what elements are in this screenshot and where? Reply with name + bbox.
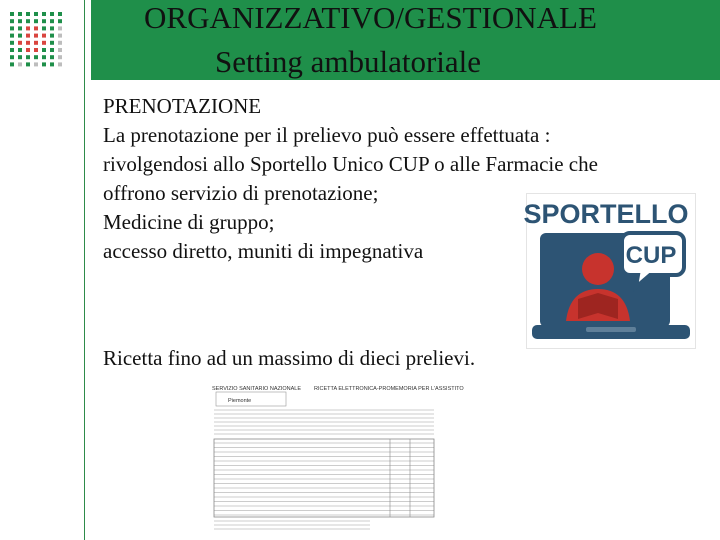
footer-note: Ricetta fino ad un massimo di dieci prelievi. bbox=[103, 346, 476, 370]
decorative-dot bbox=[18, 19, 22, 23]
decorative-dot-grid bbox=[8, 10, 70, 70]
decorative-dot bbox=[34, 48, 38, 52]
decorative-dot bbox=[34, 19, 38, 23]
decorative-dot bbox=[58, 26, 62, 30]
decorative-dot bbox=[50, 26, 54, 30]
decorative-dot bbox=[26, 12, 30, 16]
content-line: Medicine di gruppo; bbox=[103, 210, 275, 234]
content-line: PRENOTAZIONE bbox=[103, 94, 262, 118]
decorative-dot bbox=[58, 12, 62, 16]
prescription-header-left: SERVIZIO SANITARIO NAZIONALE bbox=[212, 386, 302, 392]
decorative-dot bbox=[10, 26, 14, 30]
decorative-dot bbox=[42, 62, 46, 66]
decorative-dot bbox=[50, 12, 54, 16]
decorative-dot bbox=[50, 34, 54, 38]
decorative-dot bbox=[34, 62, 38, 66]
prescription-header-right: RICETTA ELETTRONICA-PROMEMORIA PER L'ASSISTITO bbox=[314, 386, 464, 392]
decorative-dot bbox=[42, 26, 46, 30]
decorative-dot bbox=[10, 55, 14, 59]
decorative-dot bbox=[42, 19, 46, 23]
decorative-dot bbox=[10, 62, 14, 66]
decorative-dot bbox=[58, 55, 62, 59]
decorative-dot bbox=[34, 55, 38, 59]
decorative-dot bbox=[42, 55, 46, 59]
decorative-dot bbox=[58, 62, 62, 66]
logo-title: SPORTELLO bbox=[523, 199, 689, 229]
decorative-dot bbox=[26, 55, 30, 59]
decorative-dot bbox=[50, 48, 54, 52]
decorative-dot bbox=[18, 55, 22, 59]
decorative-dot bbox=[26, 26, 30, 30]
decorative-dot bbox=[34, 41, 38, 45]
decorative-dot bbox=[26, 19, 30, 23]
content-line: La prenotazione per il prelievo può essere effettuata : bbox=[103, 123, 551, 147]
content-line: rivolgendosi allo Sportello Unico CUP o alle Farmacie che bbox=[103, 152, 598, 176]
slide-title-line1: ORGANIZZATIVO/GESTIONALE bbox=[144, 0, 597, 35]
decorative-dot bbox=[18, 48, 22, 52]
decorative-dot bbox=[58, 19, 62, 23]
decorative-dot bbox=[18, 34, 22, 38]
person-head-icon bbox=[582, 253, 614, 285]
decorative-dot bbox=[50, 19, 54, 23]
content-line: accesso diretto, muniti di impegnativa bbox=[103, 239, 424, 263]
decorative-dot bbox=[18, 41, 22, 45]
decorative-dot bbox=[18, 12, 22, 16]
slide-title-line2: Setting ambulatoriale bbox=[215, 44, 482, 79]
decorative-dot bbox=[26, 41, 30, 45]
decorative-dot bbox=[42, 12, 46, 16]
decorative-dot bbox=[34, 26, 38, 30]
sportello-cup-logo bbox=[523, 193, 696, 349]
decorative-dot bbox=[58, 48, 62, 52]
header-banner bbox=[91, 0, 720, 80]
decorative-dot bbox=[18, 62, 22, 66]
decorative-dot bbox=[34, 12, 38, 16]
decorative-dot bbox=[10, 41, 14, 45]
decorative-dot bbox=[26, 62, 30, 66]
decorative-dot bbox=[58, 34, 62, 38]
decorative-dot bbox=[42, 48, 46, 52]
decorative-dot bbox=[10, 34, 14, 38]
decorative-dot bbox=[10, 12, 14, 16]
decorative-dot bbox=[50, 55, 54, 59]
decorative-dot bbox=[10, 48, 14, 52]
decorative-dot bbox=[10, 19, 14, 23]
decorative-dot bbox=[26, 48, 30, 52]
decorative-dot bbox=[50, 41, 54, 45]
decorative-dot bbox=[34, 34, 38, 38]
decorative-dot bbox=[50, 62, 54, 66]
content-line: offrono servizio di prenotazione; bbox=[103, 181, 379, 205]
decorative-dot bbox=[26, 34, 30, 38]
decorative-dot bbox=[42, 34, 46, 38]
prescription-region: Piemonte bbox=[228, 398, 252, 404]
decorative-dot bbox=[42, 41, 46, 45]
prescription-form-image bbox=[210, 383, 464, 535]
decorative-dot bbox=[18, 26, 22, 30]
left-divider-line bbox=[84, 0, 85, 540]
logo-bubble-text: CUP bbox=[625, 242, 677, 269]
decorative-dot bbox=[58, 41, 62, 45]
